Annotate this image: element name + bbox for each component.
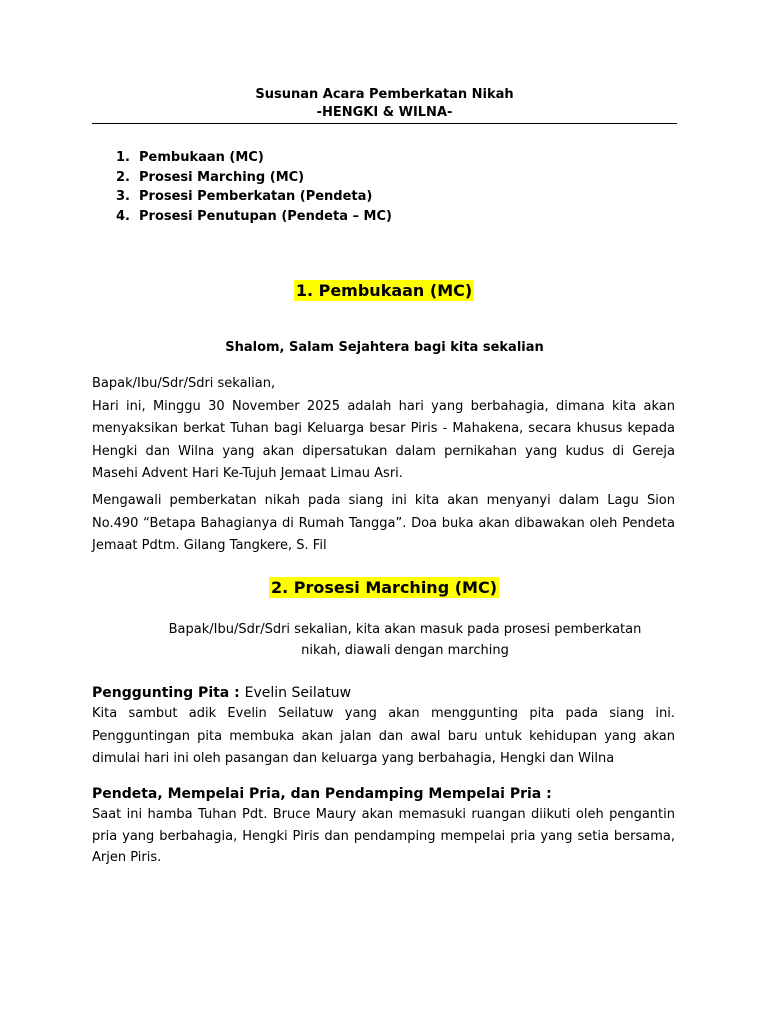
ribbon-cutter-title: Penggunting Pita : [92, 685, 245, 701]
agenda-item-number: 1. [116, 150, 130, 165]
agenda-item [116, 168, 516, 188]
ribbon-cutter-name: Evelin Seilatuw [244, 685, 352, 701]
marching-intro-line: Bapak/Ibu/Sdr/Sdri sekalian, kita akan masuk pada prosesi pemberkatan [168, 622, 642, 637]
document-title: Susunan Acara Pemberkatan Nikah [255, 87, 514, 102]
song-prayer-paragraph: Mengawali pemberkatan nikah pada siang ini kita akan menyanyi dalam Lagu Sion No.490 “Betapa Bahagianya di Rumah Tangga”. Doa buka akan dibawakan oleh Pendeta Jemaat Pdtm. Gilang Tangkere, S. Fil [92, 493, 675, 553]
agenda-item-number: 4. [116, 208, 130, 224]
agenda-item [116, 187, 516, 207]
marching-intro-line: nikah, diawali dengan marching [301, 642, 509, 658]
agenda-item [116, 148, 516, 168]
opening-text: Hari ini, Minggu 30 November 2025 adalah hari yang berbahagia, dimana kita akan menyaksikan berkat Tuhan bagi Keluarga besar Piris - Mahakena, secara khusus kepada Hengki dan Wilna yang akan dipersatukan dalam pernikahan yang kudus di Gereja Masehi Advent Hari Ke-Tujuh Jemaat Limau Asri. [92, 398, 675, 481]
agenda-item-label: Prosesi Marching (MC) [139, 169, 305, 185]
agenda-item-label: Prosesi Penutupan (Pendeta – MC) [139, 208, 392, 224]
section-heading-text: 2. Prosesi Marching (MC) [270, 578, 497, 597]
section-heading-marching [0, 576, 768, 600]
section-heading-pembukaan [0, 279, 768, 303]
title-divider [92, 123, 677, 124]
groom-procession-label: Pendeta, Mempelai Pria, dan Pendamping Mempelai Pria : [92, 786, 552, 802]
ribbon-cutter-label [92, 683, 351, 703]
groom-paragraph: Saat ini hamba Tuhan Pdt. Bruce Maury akan memasuki ruangan diikuti oleh pengantin pria yang berbahagia, Hengki Piris dan pendamping mempelai pria yang setia bersama, Arjen Piris. [92, 807, 675, 865]
agenda-item-label: Pembukaan (MC) [139, 150, 264, 165]
marching-intro [150, 620, 660, 661]
address-line: Bapak/Ibu/Sdr/Sdri sekalian, [92, 376, 276, 391]
section-heading-text: 1. Pembukaan (MC) [295, 281, 473, 300]
agenda-item-label: Prosesi Pemberkatan (Pendeta) [139, 189, 373, 204]
document-subtitle: -HENGKI & WILNA- [316, 105, 453, 120]
agenda-item [116, 207, 516, 227]
agenda-item-number: 2. [116, 169, 130, 185]
opening-paragraph [92, 373, 675, 486]
agenda-item-number: 3. [116, 189, 130, 204]
ribbon-paragraph: Kita sambut adik Evelin Seilatuw yang akan menggunting pita pada siang ini. Pengguntingan pita membuka akan jalan dan awal baru untuk kehidupan yang akan dimulai hari ini oleh pasangan dan keluarga yang berbahagia, Hengki dan Wilna [92, 706, 675, 766]
greeting: Shalom, Salam Sejahtera bagi kita sekalian [225, 340, 544, 355]
agenda-list [116, 148, 516, 226]
